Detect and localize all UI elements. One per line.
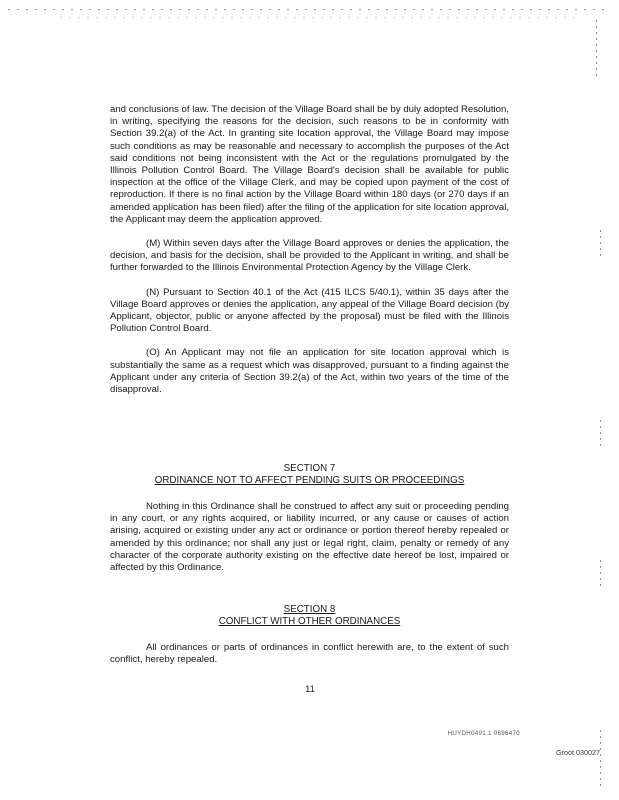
paragraph-n: (N) Pursuant to Section 40.1 of the Act (415 ILCS 5/40.1), within 35 days after the Village Board approves or denies the application, any appeal of the Village Board decision (by Applicant, objector, public or anyone affected by the proposal) must be filed with the Illinois Pollution Control Board. bbox=[110, 286, 509, 335]
section-8-body bbox=[110, 642, 509, 666]
scan-noise-right-edge-5 bbox=[600, 730, 601, 790]
section-8-paragraph: All ordinances or parts of ordinances in conflict herewith are, to the extent of such conflict, hereby repealed. bbox=[110, 642, 509, 666]
paragraph-decision: and conclusions of law. The decision of the Village Board shall be by duly adopted Resolution, in writing, specifying the reasons for the decision, such reasons to be in conformity with Section 39.2(a) of the Act. In granting site location approval, the Village Board may impose such conditions as may be reasonable and necessary to accomplish the purposes of the Act said conditions not being inconsistent with the Act or the regulations promulgated by the Illinois Pollution Control Board. The Village Board's decision shall be available for public inspection at the office of the Village Clerk, and may be copied upon payment of the cost of reproduction. If there is no final action by the Village Board within 180 days (or 270 days if an amended application has been filed) after the filing of the application for site location approval, the Applicant may deem the application approved. bbox=[110, 104, 509, 225]
section-7-body bbox=[110, 501, 509, 574]
scan-noise-right-edge-3 bbox=[600, 420, 601, 450]
page-number: 11 bbox=[305, 683, 315, 694]
section-8-title: CONFLICT WITH OTHER ORDINANCES bbox=[218, 616, 401, 627]
section-7-number: SECTION 7 bbox=[283, 463, 336, 474]
section-8-heading bbox=[110, 604, 509, 628]
section-7-paragraph: Nothing in this Ordinance shall be construed to affect any suit or proceeding pending in any court, or any rights acquired, or liability incurred, or any cause or causes of action arising, acquired or existing under any act or ordinance or portion thereof hereby repealed or amended by this ordinance; nor shall any just or legal right, claim, penalty or remedy of any character of the corporate authority existing on the effective date hereof be lost, impaired or affected by this Ordinance. bbox=[110, 501, 509, 574]
scan-noise-right-edge-2 bbox=[600, 230, 601, 260]
document-id: HUYDH0491.1 0696470 bbox=[447, 730, 520, 737]
section-7-heading bbox=[110, 463, 509, 487]
section-7-title: ORDINANCE NOT TO AFFECT PENDING SUITS OR PROCEEDINGS bbox=[154, 475, 465, 486]
scan-noise-top-2 bbox=[60, 17, 580, 18]
section-8-number: SECTION 8 bbox=[283, 604, 336, 615]
scan-noise-top bbox=[8, 9, 608, 10]
body-column bbox=[110, 104, 509, 396]
scan-noise-right-edge bbox=[596, 20, 597, 80]
paragraph-o: (O) An Applicant may not file an application for site location approval which is substantially the same as a request which was disapproved, pursuant to a finding against the Applicant under any criteria of Section 39.2(a) of the Act, within two years of the time of the disapproval. bbox=[110, 347, 509, 396]
scan-noise-right-edge-4 bbox=[600, 560, 601, 586]
paragraph-m: (M) Within seven days after the Village Board approves or denies the application, the decision, and basis for the decision, shall be provided to the Applicant in writing, and shall be further forwarded to the Illinois Environmental Protection Agency by the Village Clerk. bbox=[110, 238, 509, 274]
bates-number: Groot 030027 bbox=[556, 748, 600, 757]
